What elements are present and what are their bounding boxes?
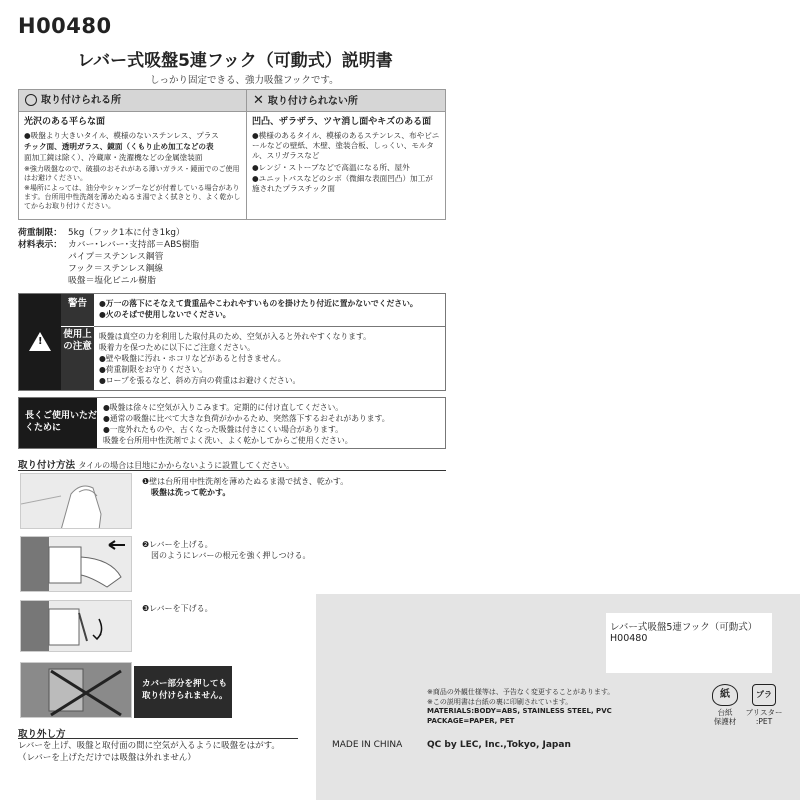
- install-title: 取り付け方法 タイルの場合は目地にかからないように設置してください。: [18, 460, 295, 471]
- cannot-attach-header: ✕ 取り付けられない所: [247, 90, 445, 112]
- specs: [18, 227, 199, 287]
- company-name: QC by LEC, Inc.,Tokyo, Japan: [427, 740, 571, 750]
- can-attach-column: [19, 112, 247, 219]
- attach-table: [18, 89, 446, 220]
- spec-row: パイプ＝ステンレス鋼管: [68, 252, 164, 262]
- warning-box: [18, 293, 446, 391]
- can-attach-line: ※場所によっては、油分やシャンプーなどが付着している場合があります。台所用中性洗剤を薄めたぬるま湯でよく拭きとり、よく乾かしてからお取り付けください。: [24, 183, 241, 210]
- cannot-attach-line: ●レンジ・ストーブなどで高温になる所、屋外: [252, 162, 410, 172]
- package-label: レバー式吸盤5連フック（可動式） H00480: [606, 613, 772, 673]
- spec-row: 荷重制限： 5kg（フック1本に付き1kg）: [18, 228, 185, 238]
- paper-recycle-icon: 紙: [712, 684, 738, 706]
- made-in: MADE IN CHINA: [332, 740, 403, 750]
- package-notes: ※商品の外観仕様等は、予告なく変更することがあります。 ※この説明書は台紙の裏に印刷されています。 MATERIALS:BODY=ABS, STAINLESS STEEL, PVC PACKAGE=PAPER, PET: [427, 688, 615, 725]
- warning-label: 警告: [61, 294, 94, 326]
- caution-text: 吸盤は真空の力を利用した取付具のため、空気が入ると外れやすくなります。 吸着力を保つために以下にご注意ください。 ●壁や吸盤に汚れ・ホコリなどがあると付きません。 ●荷重制限をお守りください。 ●ロープを張るなど、斜め方向の荷重はお避けください。: [99, 332, 371, 385]
- can-attach-header: 取り付けられる所: [19, 90, 247, 112]
- removal-text: レバーを上げ、吸盤と取付面の間に空気が入るように吸盤をはがす。 （レバーを上げただけでは吸盤は外れません）: [18, 741, 280, 763]
- caution-label: 使用上の注意: [61, 327, 94, 390]
- spec-row: 吸盤＝塩化ビニル樹脂: [68, 276, 156, 286]
- spec-row: 材料表示： カバー･レバー･支持部＝ABS樹脂: [18, 240, 200, 250]
- long-use-label: 長くご使用いただくために: [19, 398, 97, 448]
- paper-recycle-mark: 紙 台紙 保護材: [707, 684, 743, 726]
- step2-illustration: [20, 536, 132, 592]
- plastic-recycle-icon: プラ: [752, 684, 776, 706]
- plastic-recycle-mark: プラ ブリスター :PET: [744, 684, 784, 726]
- removal-title: 取り外し方: [18, 729, 66, 740]
- step1-illustration: [20, 473, 132, 529]
- can-attach-line: ※強力吸盤なので、破損のおそれがある薄いガラス・鏡面でのご使用はお避けください。: [24, 164, 240, 182]
- spec-row: フック＝ステンレス鋼線: [68, 264, 164, 274]
- cannot-attach-column: [247, 112, 445, 219]
- wrong-usage-illustration: [20, 662, 132, 718]
- install-step-2: ❷レバーを上げる。 図のようにレバーの根元を強く押しつける。: [142, 540, 311, 560]
- warning-triangle-icon: !: [29, 332, 51, 351]
- page-title: レバー式吸盤5連フック（可動式）説明書: [77, 51, 393, 71]
- cannot-attach-heading: 凹凸、ザラザラ、ツヤ消し面やキズのある面: [252, 117, 432, 127]
- circle-icon: [25, 94, 37, 106]
- warning-sidebar: [19, 294, 61, 390]
- install-step-1: ❶壁は台所用中性洗剤を薄めたぬるま湯で拭き、乾かす。 吸盤は洗って乾かす。: [142, 477, 349, 497]
- cannot-attach-line: ●ユニットバスなどのシボ（微細な表面凹凸）加工が施されたプラスチック面: [252, 173, 433, 194]
- can-attach-line: ●吸盤より大きいタイル、模様のないステンレス、プラス: [24, 131, 219, 140]
- cross-icon: ✕: [253, 93, 264, 108]
- warning-text: ●万一の落下にそなえて貴重品やこわれやすいものを掛けたり付近に置かないでください。 ●火のそばで使用しないでください。: [99, 299, 418, 319]
- cannot-attach-line: ●模様のあるタイル、模様のあるステンレス、布やビニールなどの壁紙、木壁、塗装合板、しっくい、モルタル、スリガラスなど: [252, 131, 440, 161]
- install-step-3: ❸レバーを下げる。: [142, 604, 213, 613]
- page-subtitle: しっかり固定できる、強力吸盤フックです。: [150, 75, 339, 86]
- product-code: H00480: [18, 14, 112, 38]
- can-attach-line: チック面、透明ガラス、鏡面（くもり止め加工などの表: [24, 142, 214, 152]
- long-use-box: [18, 397, 446, 449]
- long-use-text: ●吸盤は徐々に空気が入りこみます。定期的に付け直してください。 ●通常の吸盤に比べて大きな負荷がかかるため、突然落下するおそれがあります。 ●一度外れたものや、古くなった吸盤は付きにくい場合があります。 吸盤を台所用中性洗剤でよく洗い、よく乾かしてからご使用ください。: [103, 403, 390, 445]
- wrong-usage-warning: カバー部分を押しても 取り付けられません。: [134, 666, 232, 718]
- step3-illustration: [20, 600, 132, 652]
- can-attach-heading: 光沢のある平らな面: [24, 117, 106, 127]
- can-attach-line: 面加工鏡は除く）、冷蔵庫・洗濯機などの金属塗装面: [24, 153, 203, 163]
